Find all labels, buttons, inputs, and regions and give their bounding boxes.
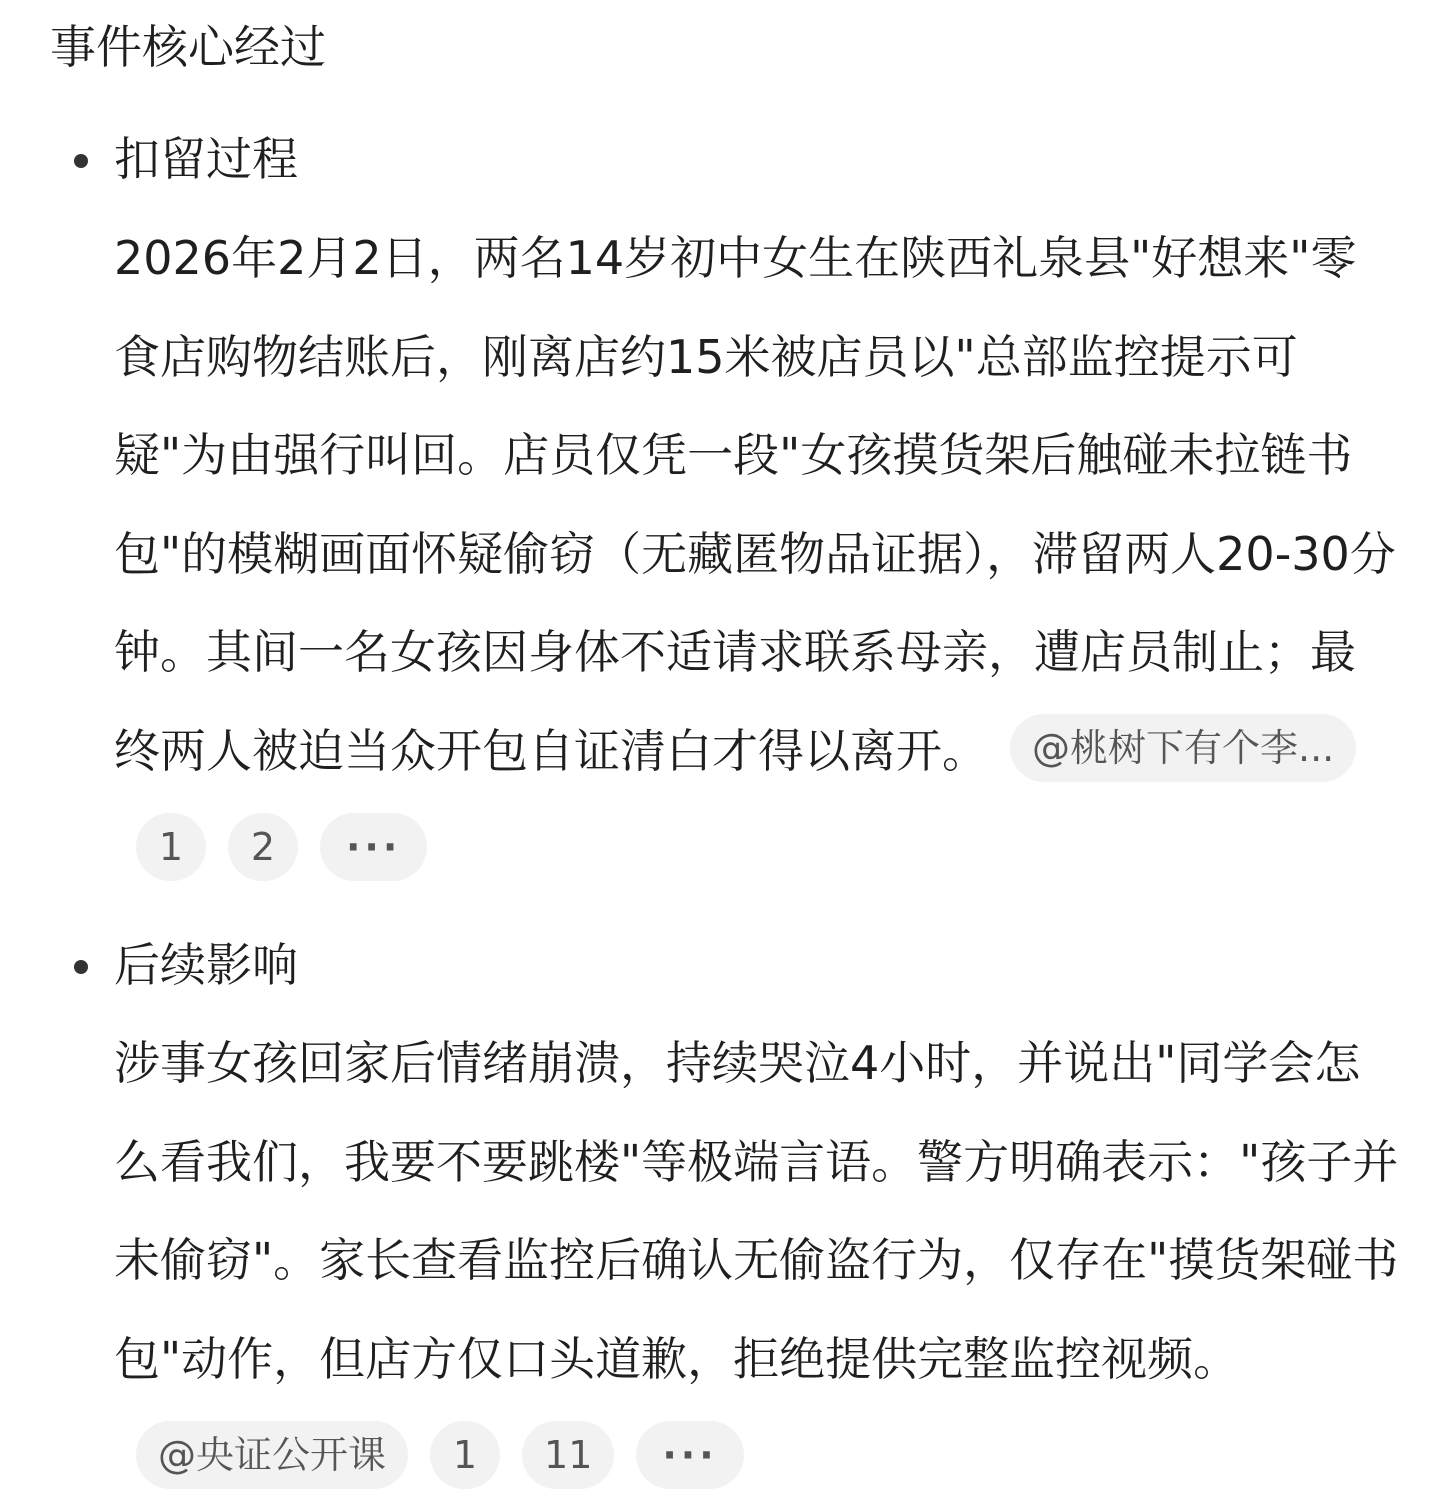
item-paragraph-aftermath [114,1014,1400,1507]
more-references-button[interactable]: ··· [636,1421,743,1489]
reference-chip[interactable]: 2 [228,813,298,881]
item-heading-detention: 扣留过程 [114,132,298,186]
section-title: 事件核心经过 [50,20,326,74]
bullet-icon [74,960,88,974]
item-heading-aftermath: 后续影响 [114,938,298,992]
item-text: 2026年2月2日，两名14岁初中女生在陕西礼泉县"好想来"零食店购物结账后，刚离店约15米被店员以"总部监控提示可疑"为由强行叫回。店员仅凭一段"女孩摸货架后触碰未拉链书包"的模糊画面怀疑偷窃（无藏匿物品证据），滞留两人20-30分钟。其间一名女孩因身体不适请求联系母亲，遭店员制止；最终两人被迫当众开包自证清白才得以离开。 [114,231,1396,778]
item-text: 涉事女孩回家后情绪崩溃，持续哭泣4小时，并说出"同学会怎么看我们，我要不要跳楼"等极端言语。警方明确表示："孩子并未偷窃"。家长查看监控后确认无偷盗行为，仅存在"摸货架碰书包"动作，但店方仅口头道歉，拒绝提供完整监控视频。 [114,1036,1399,1386]
bullet-icon [74,154,88,168]
reference-chip[interactable]: 11 [522,1421,614,1489]
reference-chip[interactable]: 1 [430,1421,500,1489]
more-references-button[interactable]: ··· [320,813,427,881]
source-chip[interactable]: @央证公开课 [136,1421,408,1489]
reference-chip[interactable]: 1 [136,813,206,881]
source-chip[interactable]: @桃树下有个李... [1010,714,1356,782]
item-paragraph-detention [114,209,1400,899]
